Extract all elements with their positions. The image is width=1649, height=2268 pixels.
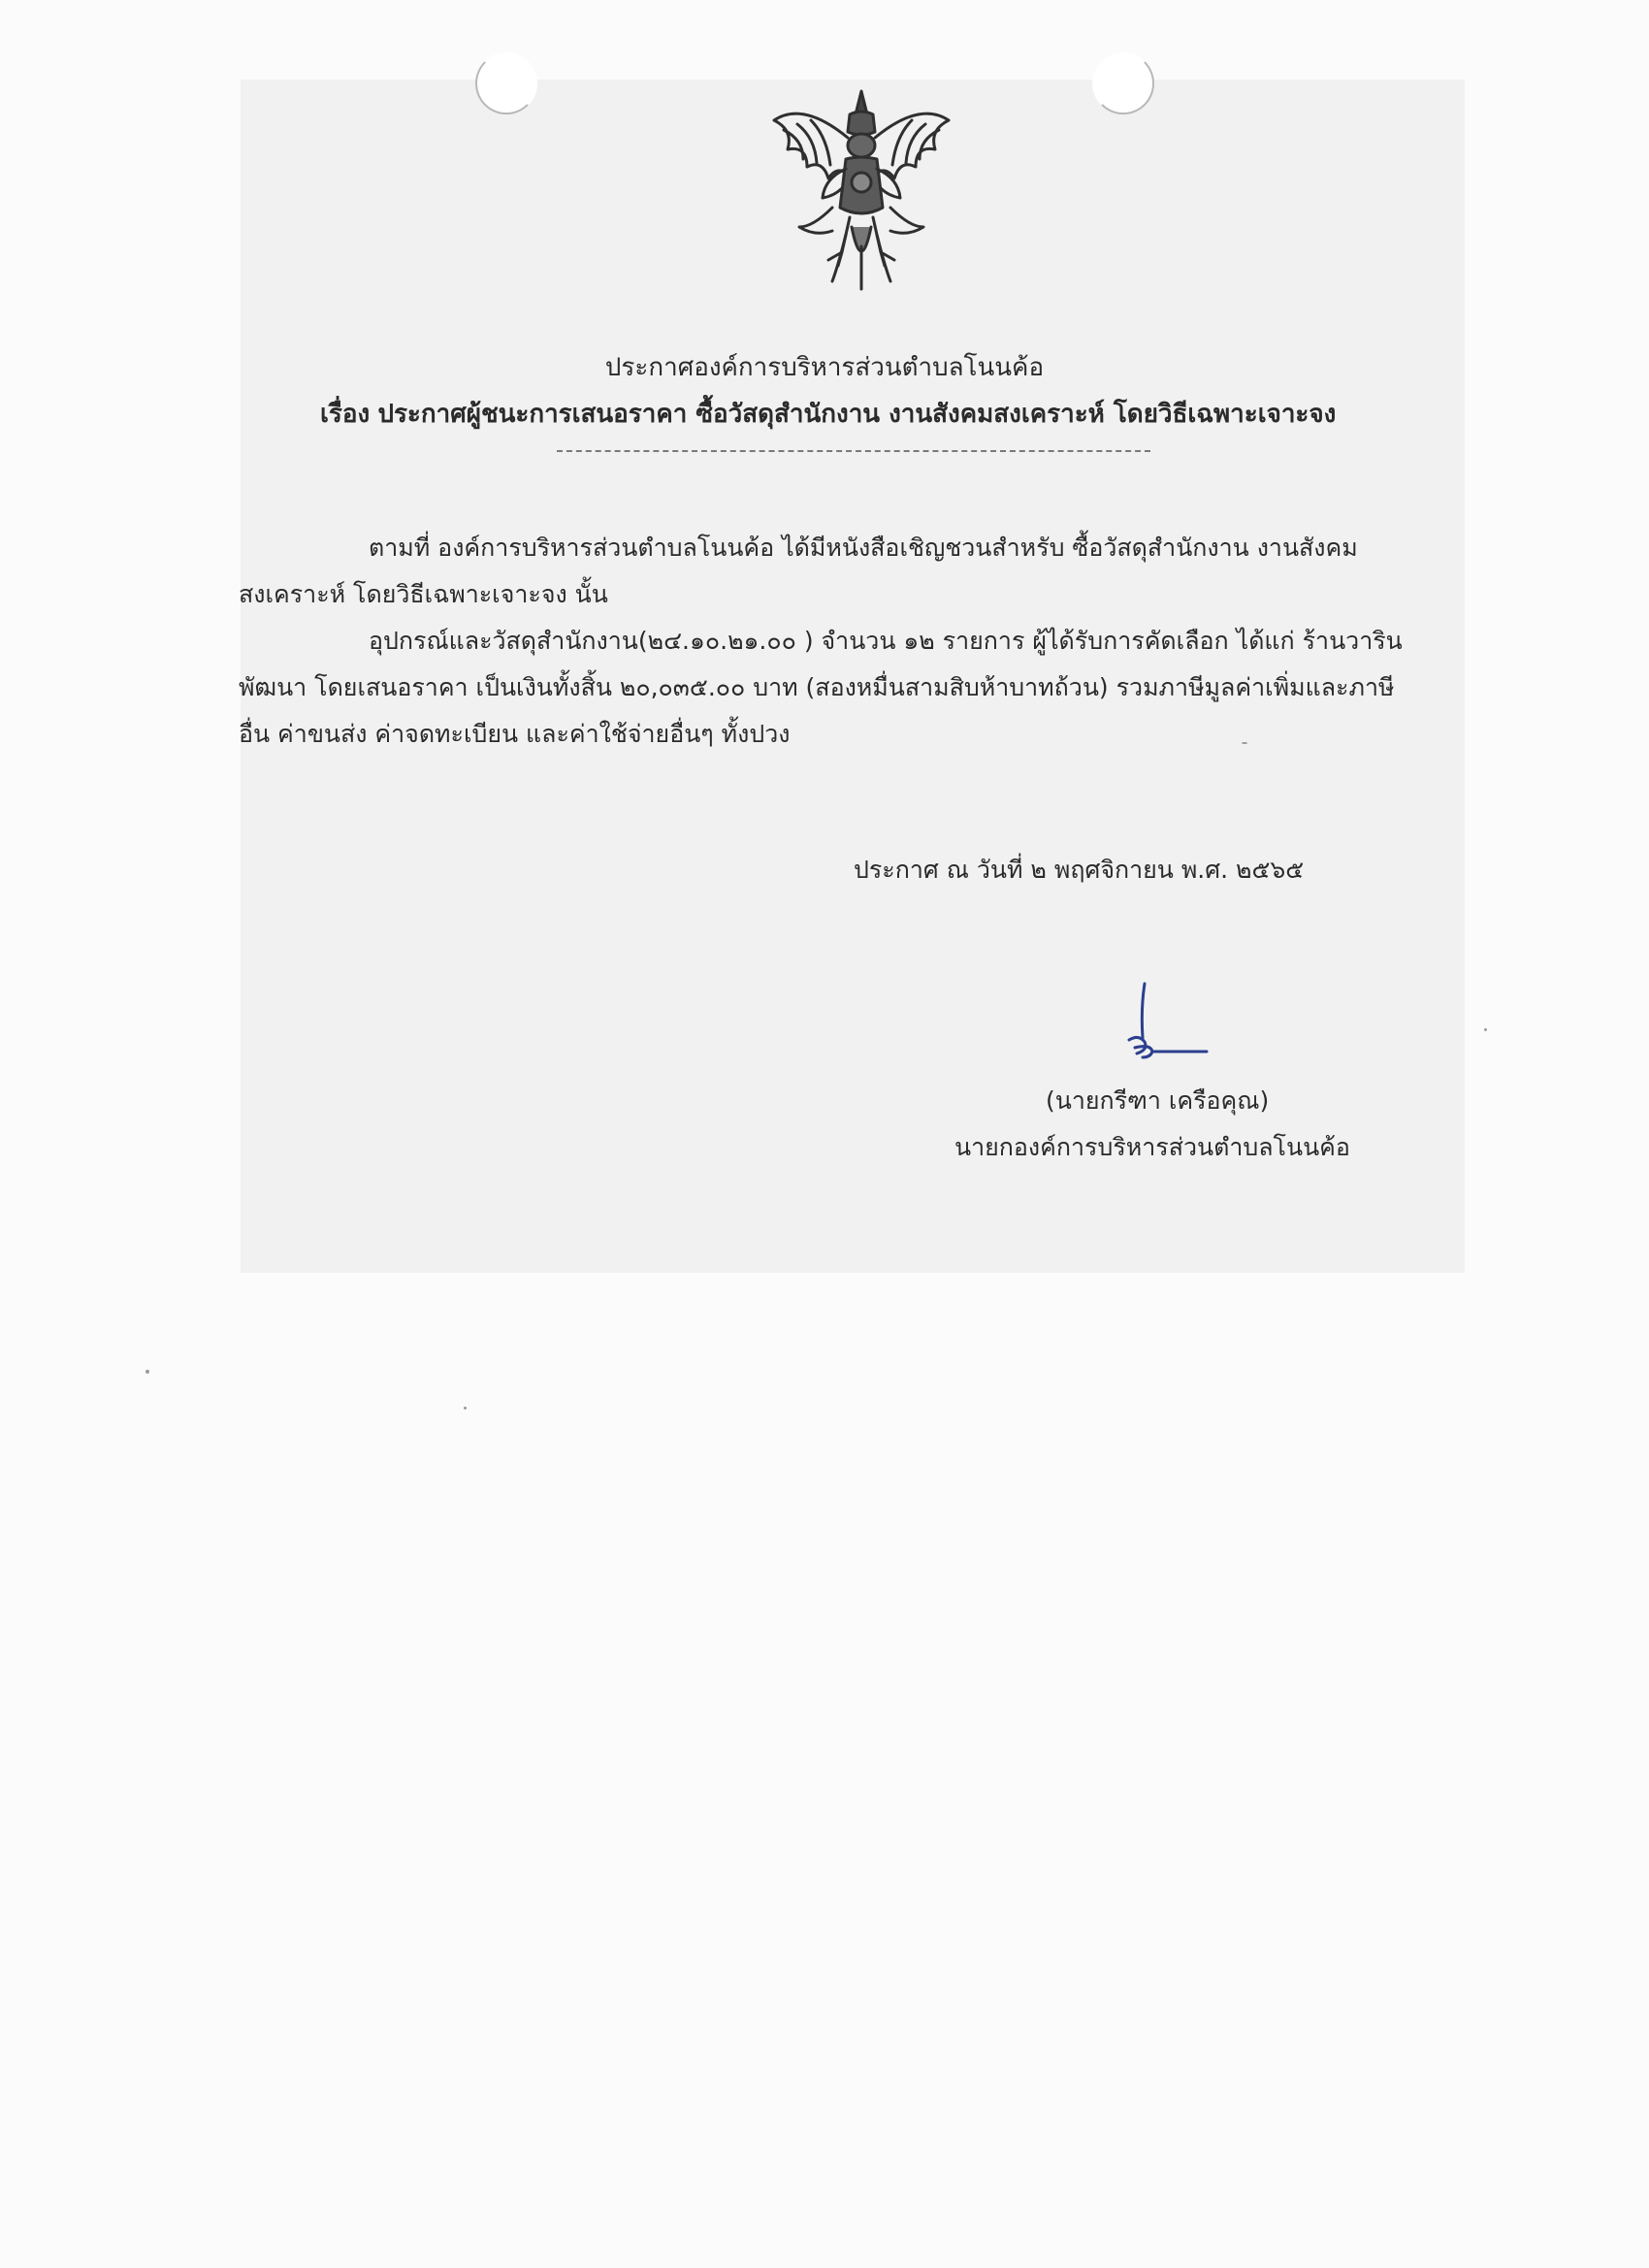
scan-speck [146, 1370, 149, 1374]
body-line-3: อุปกรณ์และวัสดุสำนักงาน(๒๔.๑๐.๒๑.๐๐ ) จำนวน ๑๒ รายการ ผู้ได้รับการคัดเลือก ได้แก่ ร้านวาริน [369, 627, 1403, 655]
announcement-date: ประกาศ ณ วันที่ ๒ พฤศจิกายน พ.ศ. ๒๕๖๕ [854, 856, 1305, 884]
scan-speck [1484, 1028, 1487, 1031]
body-line-1: ตามที่ องค์การบริหารส่วนตำบลโนนค้อ ได้มีหนังสือเชิญชวนสำหรับ ซื้อวัสดุสำนักงาน งานสังคม [369, 534, 1358, 562]
signatory-name: (นายกรีฑา เครือคุณ) [1046, 1086, 1270, 1115]
body-line-5: อื่น ค่าขนส่ง ค่าจดทะเบียน และค่าใช้จ่ายอื่นๆ ทั้งปวง [239, 720, 791, 748]
garuda-emblem-icon [764, 81, 958, 297]
divider-rule [557, 450, 1150, 452]
scan-speck [464, 1407, 467, 1409]
subject-text: ประกาศผู้ชนะการเสนอราคา ซื้อวัสดุสำนักงาน งานสังคมสงเคราะห์ โดยวิธีเฉพาะเจาะจง [377, 400, 1337, 429]
document-title: ประกาศองค์การบริหารส่วนตำบลโนนค้อ [604, 353, 1045, 382]
document-subject [320, 398, 1387, 431]
punch-hole-left [475, 52, 537, 114]
body-line-4: พัฒนา โดยเสนอราคา เป็นเงินทั้งสิ้น ๒๐,๐๓๕.๐๐ บาท (สองหมื่นสามสิบห้าบาทถ้วน) รวมภาษีมูลค่าเพิ่มและภาษี [239, 673, 1395, 701]
subject-label: เรื่อง [320, 400, 371, 429]
punch-hole-right [1092, 52, 1154, 114]
body-line-2: สงเคราะห์ โดยวิธีเฉพาะเจาะจง นั้น [239, 580, 608, 608]
scan-speck [1242, 742, 1247, 744]
signatory-title: นายกองค์การบริหารส่วนตำบลโนนค้อ [954, 1133, 1350, 1161]
handwritten-signature [1116, 980, 1212, 1067]
